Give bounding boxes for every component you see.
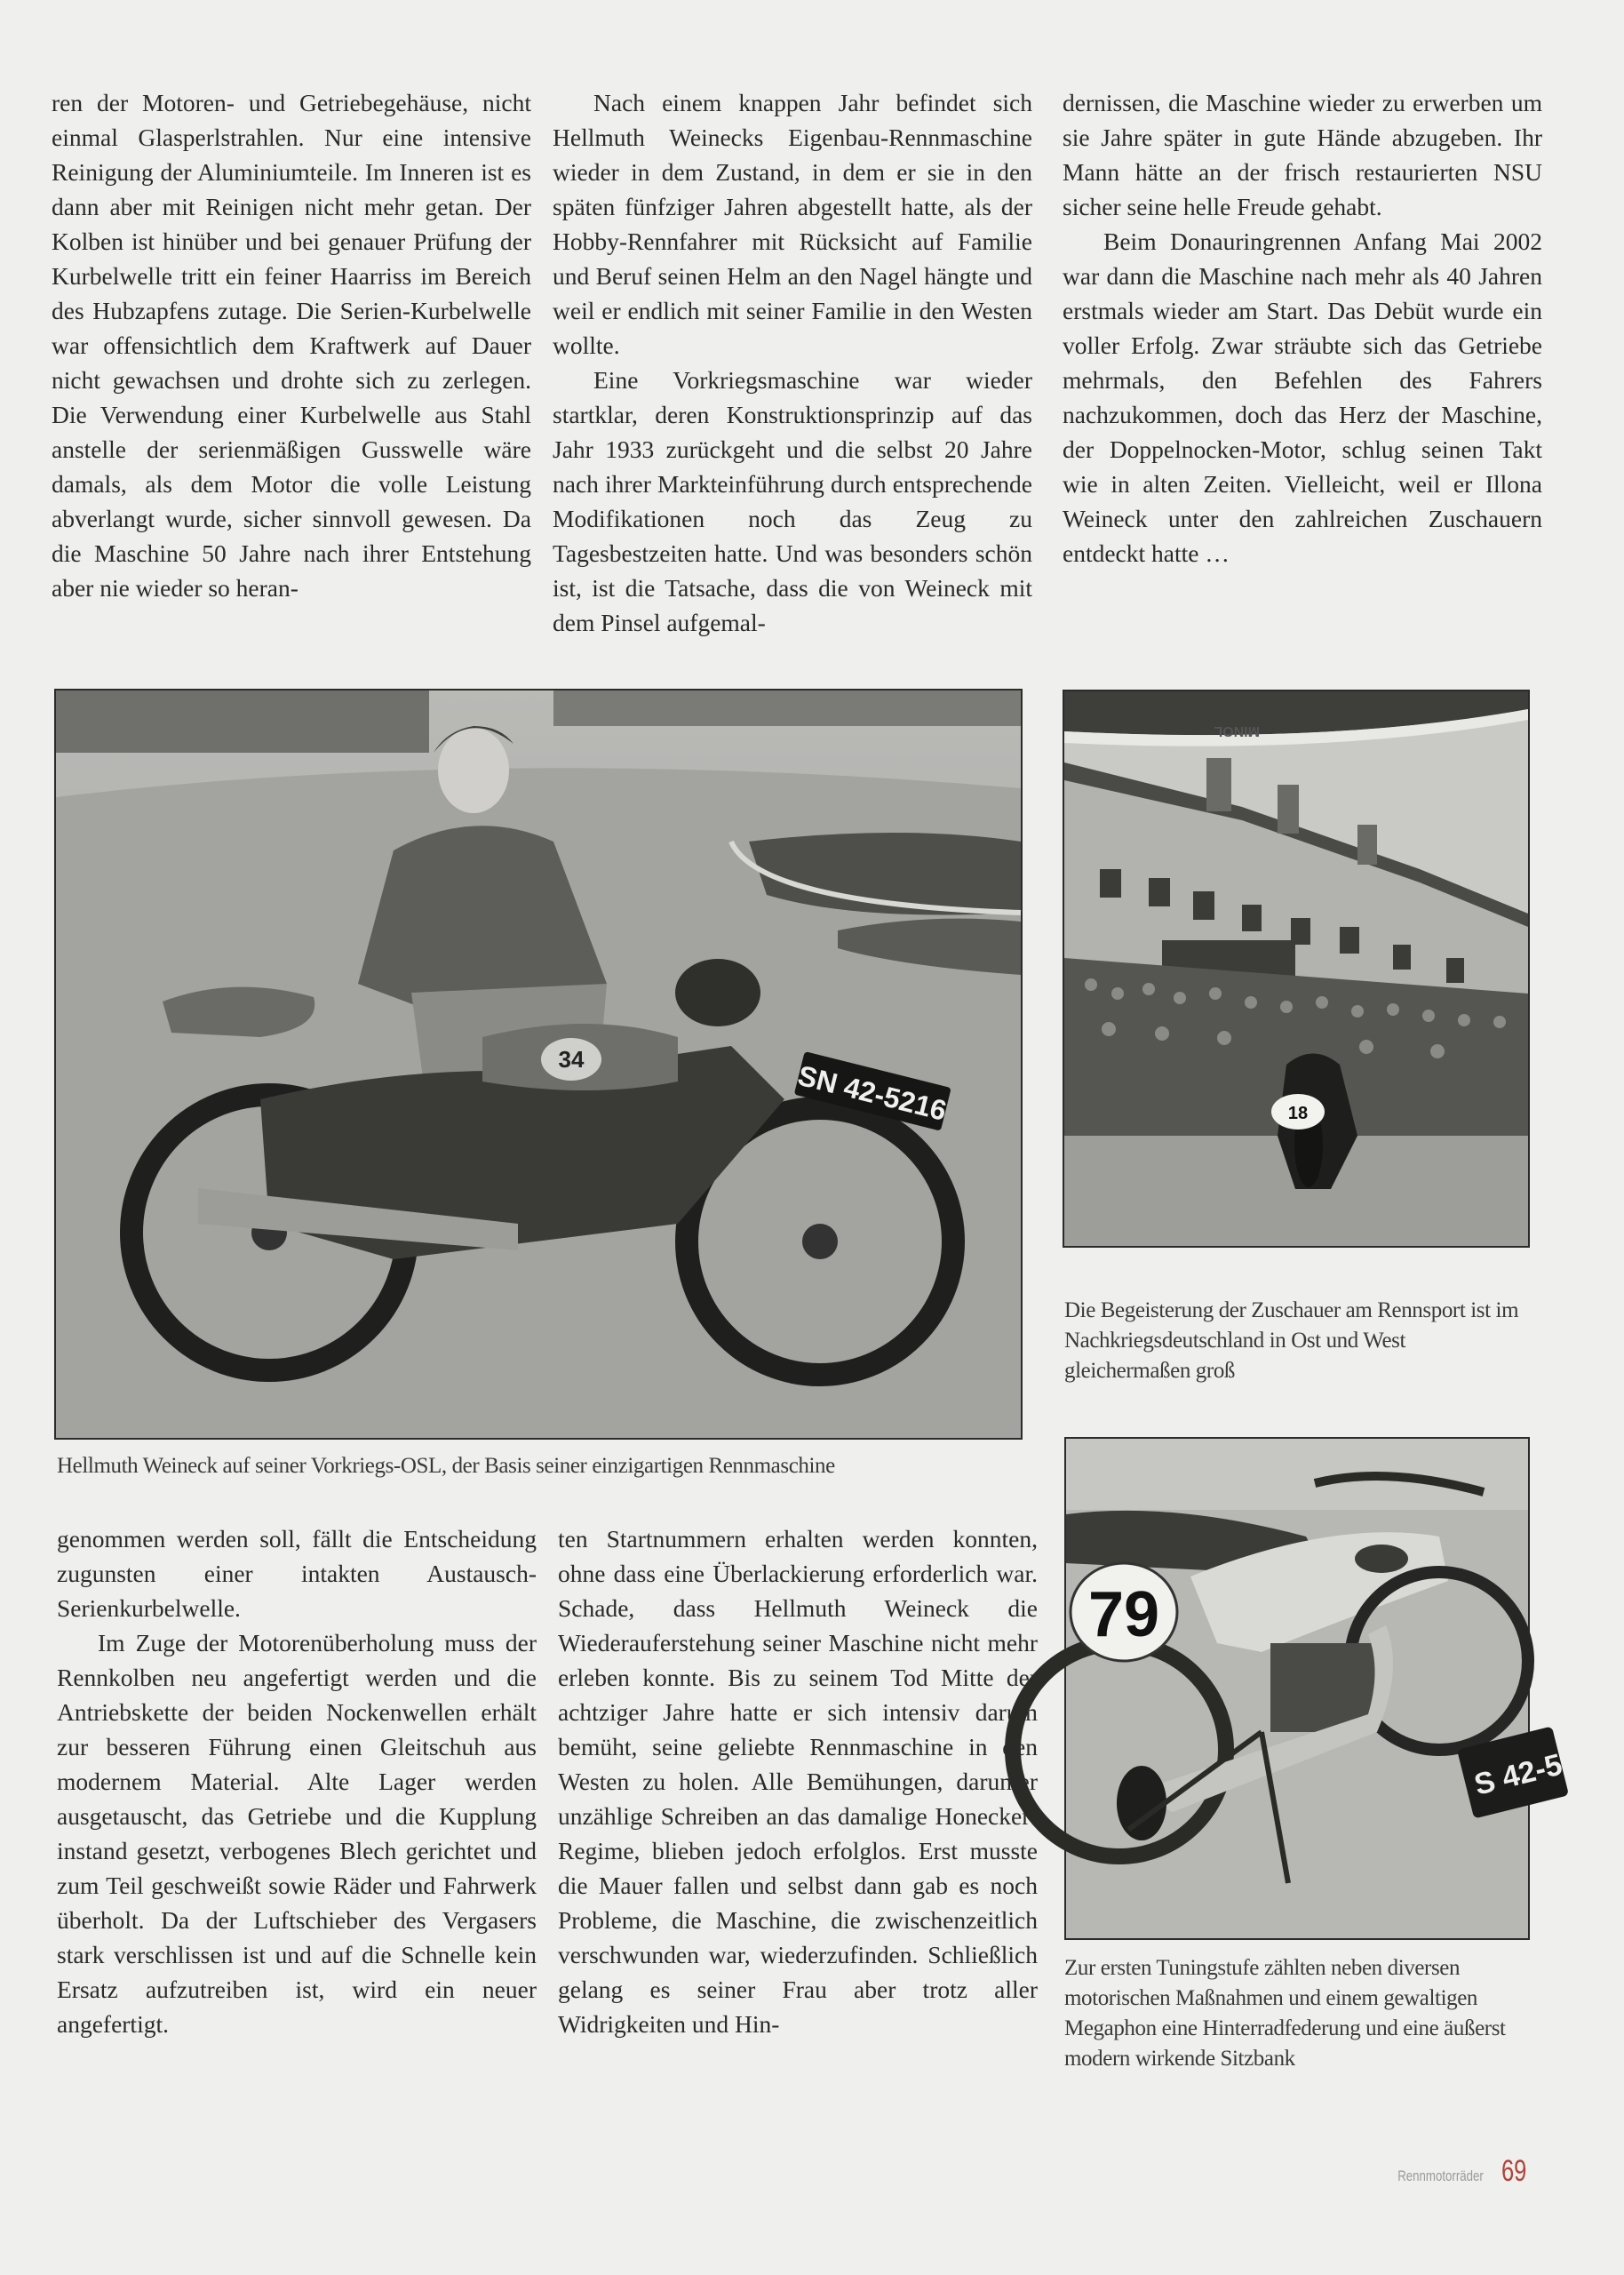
article-column-top-3	[1063, 85, 1542, 571]
license-plate: SN 42-5216	[794, 1058, 951, 1127]
paragraph: Nach einem knappen Jahr befindet sich Hellmuth Weinecks Eigenbau-Rennmaschine wieder in dem Zustand, in dem er sie in den späten fünfziger Jahren abgestellt hatte, als der Hobby-Rennfahrer mit Rücksicht auf Familie und Beruf seinen Helm an den Nagel hängte und weil er endlich mit seiner Familie in den Westen wollte.	[553, 89, 1032, 359]
article-column-bottom-1	[57, 1521, 537, 2041]
paragraph: genommen werden soll, fällt die Entscheidung zugunsten einer intakten Austausch-Serienkurbelwelle.	[57, 1525, 537, 1622]
partial-license-plate: S 42-5	[1470, 1747, 1566, 1802]
paragraph: Beim Donauringrennen Anfang Mai 2002 war dann die Maschine nach mehr als 40 Jahren erstmals wieder am Start. Das Debüt wurde ein voller Erfolg. Zwar sträubte sich das Getriebe mehrmals, den Befehlen des Fahrers nachzukommen, doch das Herz der Maschine, der Doppelnocken-Motor, schlug seinen Takt wie in alten Zeiten. Vielleicht, weil er Illona Weineck unter den zahlreichen Zuschauern entdeckt hatte …	[1063, 228, 1542, 567]
race-number-79: 79	[1087, 1579, 1160, 1650]
article-column-top-2	[553, 85, 1032, 640]
section-title: Rennmotorräder	[1397, 2167, 1485, 2184]
page-number: 69	[1501, 2154, 1527, 2188]
paragraph: Im Zuge der Motorenüberholung muss der Rennkolben neu angefertigt werden und die Antriebskette der beiden Nockenwellen erhält zur besseren Führung einen Gleitschuh aus modernem Material. Alte Lager werden ausgetauscht, das Getriebe und die Kupplung instand gesetzt, verbogenes Blech gerichtet und zum Teil geschweißt sowie Räder und Fahrwerk überholt. Da der Luftschieber des Vergasers stark verschlissen ist und auf die Schnelle kein Ersatz aufzutreiben ist, wird ein neuer angefertigt.	[57, 1629, 537, 2038]
page-footer	[1373, 2154, 1535, 2189]
article-column-top-1	[52, 85, 531, 605]
photo-race-crowd	[1063, 690, 1530, 1248]
race-number-18: 18	[1287, 1104, 1309, 1123]
photo-rider-on-motorcycle	[54, 689, 1023, 1440]
paragraph: ren der Motoren- und Getriebegehäuse, nicht einmal Glasperlstrahlen. Nur eine intensive Reinigung der Aluminiumteile. Im Inneren ist es dann aber mit Reinigen nicht mehr getan. Der Kolben ist hinüber und bei genauer Prüfung der Kurbelwelle tritt ein feiner Haarriss im Bereich des Hubzapfens zutage. Die Serien-Kurbelwelle war offensichtlich dem Kraftwerk auf Dauer nicht gewachsen und drohte sich zu zerlegen. Die Verwendung einer Kurbelwelle aus Stahl anstelle der serienmäßigen Gusswelle wäre damals, als dem Motor die volle Leistung abverlangt wurde, sicher sinnvoll gewesen. Da die Maschine 50 Jahre nach ihrer Entstehung aber nie wieder so heran-	[52, 89, 531, 602]
caption-crowd-photo: Die Begeisterung der Zuschauer am Rennsport ist im Nachkriegsdeutschland in Ost und West gleichermaßen groß	[1064, 1298, 1519, 1383]
caption-main-photo: Hellmuth Weineck auf seiner Vorkriegs-OSL, der Basis seiner einzigartigen Rennmaschine	[57, 1454, 835, 1478]
paragraph: Eine Vorkriegsmaschine war wieder startklar, deren Konstruktionsprinzip auf das Jahr 1933 zurückgeht und die selbst 20 Jahre nach ihrer Markteinführung durch entsprechende Modifikationen noch das Zeug zu Tagesbestzeiten hatte. Und was besonders schön ist, ist die Tatsache, dass die von Weineck mit dem Pinsel aufgemal-	[553, 366, 1032, 636]
photo-race-bike-79	[1064, 1437, 1566, 1940]
banner-text: MINOL	[1214, 723, 1260, 738]
caption-bike-79-photo: Zur ersten Tuningstufe zählten neben diversen motorischen Maßnahmen und einem gewaltigen Megaphon eine Hinterradfederung und eine äußerst modern wirkende Sitzbank	[1064, 1956, 1506, 2071]
tank-number: 34	[558, 1046, 585, 1073]
paragraph: dernissen, die Maschine wieder zu erwerben um sie Jahre später in gute Hände abzugeben. Ihr Mann hätte an der frisch restaurierten NSU sicher seine helle Freude gehabt.	[1063, 89, 1542, 220]
paragraph: ten Startnummern erhalten werden konnten, ohne dass eine Überlackierung erforderlich war. Schade, dass Hellmuth Weineck die Wiederauferstehung seiner Maschine nicht mehr erleben konnte. Bis zu seinem Tod Mitte der achtziger Jahre hatte er sich intensiv darum bemüht, seine geliebte Rennmaschine in den Westen zu holen. Alle Bemühungen, darunter unzählige Schreiben an das damalige Honecker-Regime, blieben jedoch erfolglos. Erst musste die Mauer fallen und selbst dann gab es noch Probleme, die Maschine, die zwischenzeitlich verschwunden war, wiederzufinden. Schließlich gelang es seiner Frau aber trotz aller Widrigkeiten und Hin-	[558, 1525, 1038, 2038]
article-column-bottom-2	[558, 1521, 1038, 2041]
